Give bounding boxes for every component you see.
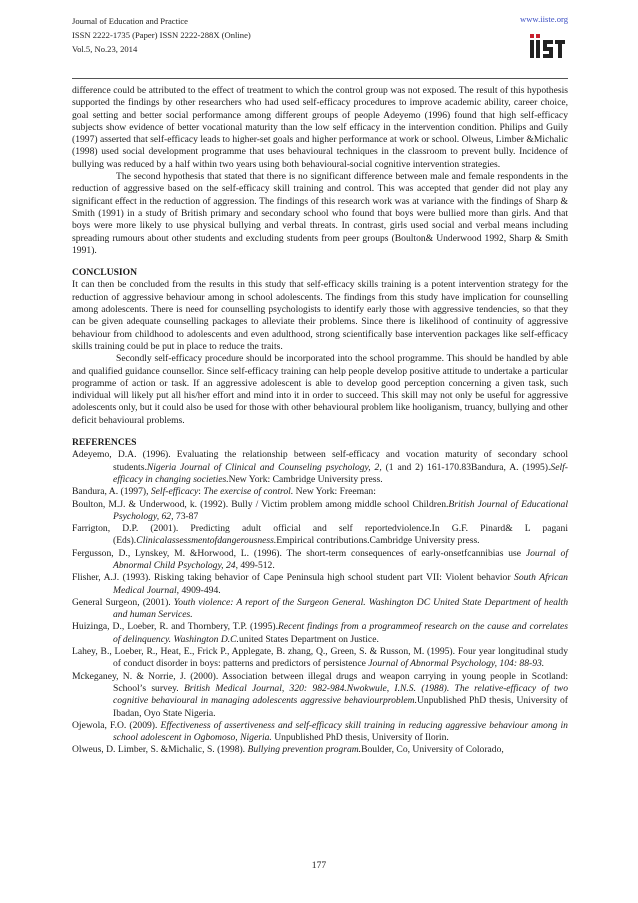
reference-item: Farrigton, D.P. (2001). Predicting adult official and self reportedviolence.In G.F. Pinard& L pagani (Eds).Clinicalassessmentofdangerousness.Empirical contributions.Cambridge University press.: [72, 523, 568, 547]
reference-item: Lahey, B., Loeber, R., Heat, E., Frick P., Applegate, B. zhang, Q., Green, S. & Russon, M. (1995). Four year longitudinal study of conduct disorder in boys: patterns and predictors of persistence Journal of Abnormal Psychology, 104: 88-93.: [72, 646, 568, 670]
paragraph-conclusion-2: Secondly self-efficacy procedure should be incorporated into the school programme. This should be handled by able and qualified guidance counsellor. Since self-efficacy training can help people develop positive attitude to undertake a particular programme of action or task. If an aggressive adolescent is able to develop good perception concerning a given task, such individual will likely put all his/her effort and mind into it in order to succeed. This skill may not only be useful for aggressive adolescents only, but it could also be used for those with other behavioural problem like hooliganism, truancy, bullying and other deficit behavioural problems.: [72, 353, 568, 426]
reference-item: Fergusson, D., Lynskey, M. &Horwood, L. (1996). The short-term consequences of early-onsetfcannibias use Journal of Abnormal Child Psychology, 24, 499-512.: [72, 547, 568, 571]
header-divider: [72, 78, 568, 79]
paragraph-results-2: The second hypothesis that stated that there is no significant difference between male and female respondents in the reduction of aggressive based on the self-efficacy skill training and control. This was accepted that gender did not play any significant effect in the reduction of aggression. The findings of this research work was at variance with the findings of Sharp & Smith (1991) in a study of British primary and secondary school who found that boys were bullied more than girls. And that boys were more likely to use physical bullying and verbal threats. In contrast, girls used social and verbal means including spreading rumours about other students and excluding students from peer groups (Boulton& Underwood 1992, Sharp & Smith 1991).: [72, 171, 568, 256]
reference-item: Adeyemo, D.A. (1996). Evaluating the relationship between self-efficacy and vocation maturity of secondary school students.Nigeria Journal of Clinical and Counseling psychology, 2, (1 and 2) 161-170.83Bandura, A. (1995).Self-efficacy in changing societies.New York: Cambridge University press.: [72, 449, 568, 485]
reference-item: Ojewola, F.O. (2009). Effectiveness of assertiveness and self-efficacy skill training in reducing aggressive behaviour among in school adolescent in Ogbomoso, Nigeria. Unpublished PhD thesis, University of Ilorin.: [72, 719, 568, 744]
reference-item: Flisher, A.J. (1993). Risking taking behavior of Cape Peninsula high school student part VII: Violent behavior South African Medical Journal, 4909-494.: [72, 572, 568, 596]
iiste-logo-icon: [529, 32, 567, 62]
paragraph-results-1: difference could be attributed to the effect of treatment to which the control group was not exposed. The result of this hypothesis supported the findings by other researchers who had used self-efficacy procedures to improve academic ability, career choice, goal setting and better social performance among different groups of people Adeyemo (1996) found that high self-efficacy subjects show evidence of better vocational maturity than the low self efficacy in the intervention condition. Philips and Guily (1997) asserted that self-efficacy leads to higher-set goals and higher performance at work or school. Olweus, Limber &Michalic (1998) used social development programme that uses behavioural techniques in the classroom to prevent bully. Incidence of bullying was reduced by a half within two years using both behavioural-social cognitive intervention strategies.: [72, 85, 568, 170]
journal-website-link[interactable]: www.iiste.org: [520, 14, 568, 24]
journal-title: Journal of Education and Practice: [72, 16, 188, 26]
references-heading: REFERENCES: [72, 437, 137, 449]
reference-list: [72, 449, 568, 756]
reference-item: Boulton, M.J. & Underwood, k. (1992). Bully / Victim problem among middle school Children.British Journal of Educational Psychology, 62, 73-87: [72, 498, 568, 522]
volume-line: Vol.5, No.23, 2014: [72, 44, 138, 54]
reference-item: Huizinga, D., Loeber, R. and Thornbery, T.P. (1995).Recent findings from a programmeof research on the cause and correlates of delinquency. Washington D.C.united States Department on Justice.: [72, 621, 568, 645]
reference-item: General Surgeon, (2001). Youth violence: A report of the Surgeon General. Washington DC United State Department of health and human Services.: [72, 596, 568, 621]
reference-item: Bandura, A. (1997), Self-efficacy: The exercise of control. New York: Freeman:: [72, 486, 376, 498]
running-header: [72, 14, 572, 56]
paragraph-conclusion-1: It can then be concluded from the results in this study that self-efficacy skills training is a potent intervention strategy for the reduction of aggressive behaviour among in school adolescents. The findings from this study have implication for counselling among adolescents. There is need for counselling psychologists to identify early those with aggressive tendencies, so that they can be given adequate counselling packages to alleviate their problems. Since there is likelihood of continuity of aggressive behaviour from childhood to adolescents and even adulthood, strong scientifically base intervention packages like self-efficacy skills training could be put in place to reduce the traits.: [72, 279, 568, 352]
article-body: [72, 85, 568, 757]
conclusion-heading: CONCLUSION: [72, 267, 138, 279]
issn-line: ISSN 2222-1735 (Paper) ISSN 2222-288X (Online): [72, 30, 251, 40]
reference-item: Mckeganey, N. & Norrie, J. (2000). Association between illegal drugs and weapon carrying in young people in Scotland: School’s survey. British Medical Journal, 320: 982-984.Nwokwule, I.N.S. (1988). The relative-efficacy of two cognitive behavioural in managing adolescents aggressive behaviourproblem.Unpublished PhD thesis, University of Ibadan, Oyo State Nigeria.: [72, 670, 568, 719]
reference-item: Olweus, D. Limber, S. &Michalic, S. (1998). Bullying prevention program.Boulder, Co, University of Colorado,: [72, 744, 504, 756]
page-number: 177: [311, 860, 327, 871]
